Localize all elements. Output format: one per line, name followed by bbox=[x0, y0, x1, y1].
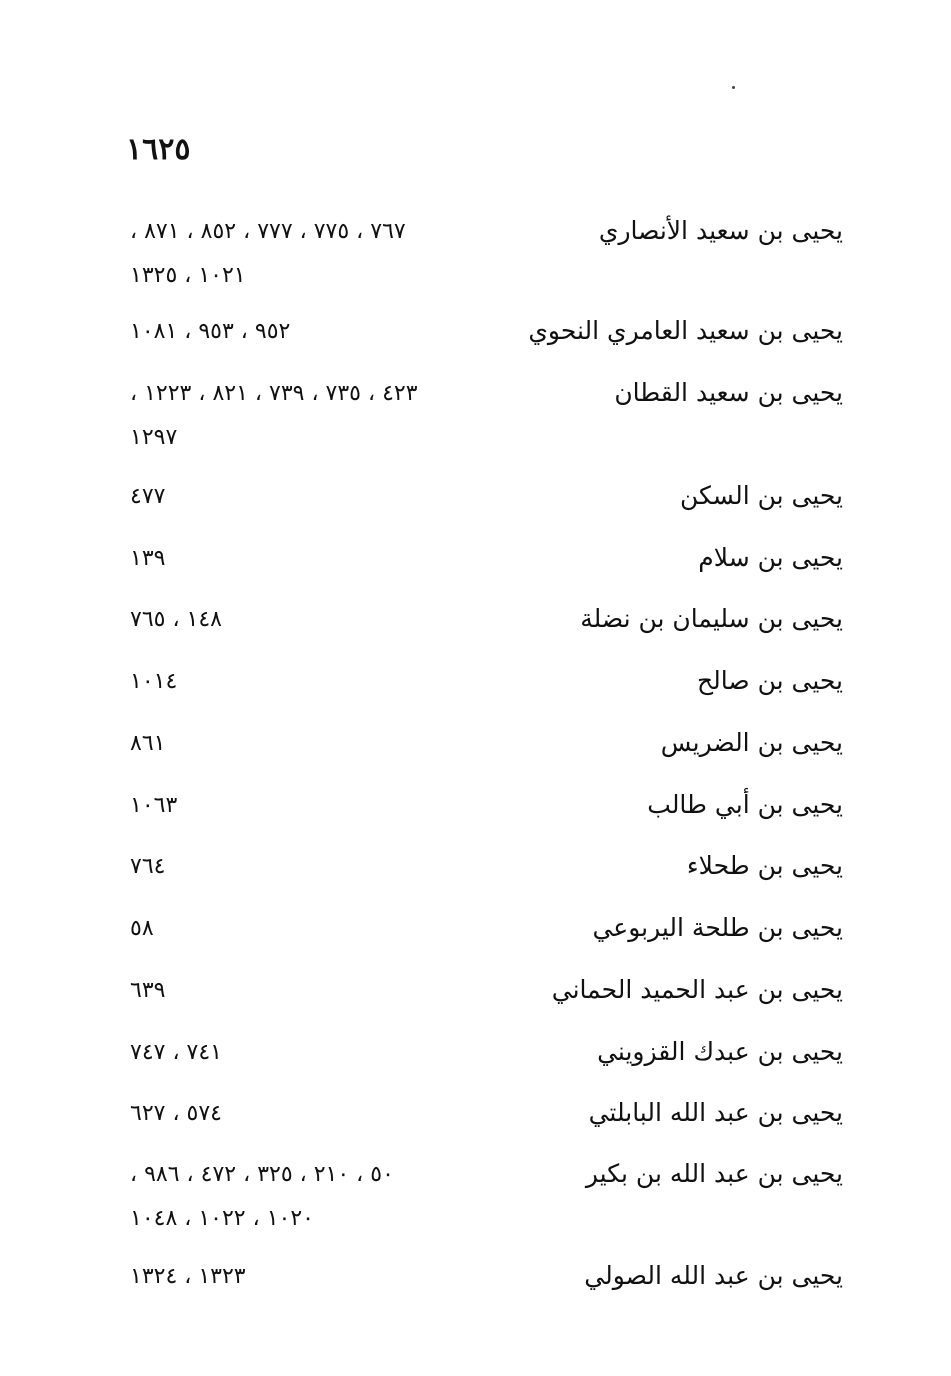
entry-page-refs bbox=[130, 660, 475, 704]
page-ref-line: ٥٧٤ ، ٦٢٧ bbox=[130, 1101, 222, 1126]
entry-page-refs bbox=[130, 1031, 475, 1075]
entry-name: يحيى بن الضريس bbox=[660, 728, 843, 757]
entry-name: يحيى بن السكن bbox=[679, 481, 843, 510]
entry-page-refs bbox=[130, 722, 475, 766]
entry-name: يحيى بن عبد الله بن بكير bbox=[585, 1159, 843, 1188]
page-ref-line: ١٠٢٠ ، ١٠٢٢ ، ١٠٤٨ bbox=[130, 1206, 314, 1231]
entry-page-refs bbox=[130, 310, 475, 354]
page-ref-line: ١٤٨ ، ٧٦٥ bbox=[130, 607, 222, 632]
page-number: ١٦٢٥ bbox=[126, 132, 191, 167]
entry-page-refs bbox=[130, 372, 475, 460]
entry-page-refs bbox=[130, 210, 475, 298]
entry-page-refs bbox=[130, 784, 475, 828]
entry-name: يحيى بن طلحة اليربوعي bbox=[592, 913, 843, 942]
page-ref-line: ٨٦١ bbox=[130, 731, 166, 756]
page-ref-line: ١٠٦٣ bbox=[130, 793, 178, 818]
entry-name: يحيى بن عبد الله الصولي bbox=[584, 1261, 843, 1290]
entry-name: يحيى بن عبد الحميد الحماني bbox=[551, 975, 843, 1004]
entry-page-refs bbox=[130, 907, 475, 951]
entry-name: يحيى بن عبدك القزويني bbox=[597, 1037, 843, 1066]
entry-page-refs bbox=[130, 1255, 475, 1299]
page-ref-line: ١٣٢٣ ، ١٣٢٤ bbox=[130, 1264, 246, 1289]
entry-page-refs bbox=[130, 537, 475, 581]
entry-page-refs bbox=[130, 969, 475, 1013]
page-ref-line: ١٠٢١ ، ١٣٢٥ bbox=[130, 263, 246, 288]
page-ref-line: ٥٠ ، ٢١٠ ، ٣٢٥ ، ٤٧٢ ، ٩٨٦ ، bbox=[130, 1162, 394, 1187]
entry-page-refs bbox=[130, 598, 475, 642]
page-speck bbox=[732, 86, 735, 89]
entry-name: يحيى بن سليمان بن نضلة bbox=[580, 604, 843, 633]
entry-page-refs bbox=[130, 1092, 475, 1136]
page-ref-line: ٧٤١ ، ٧٤٧ bbox=[130, 1040, 222, 1065]
page-ref-line: ١٣٩ bbox=[130, 546, 166, 571]
page-ref-line: ٥٨ bbox=[130, 916, 154, 941]
entry-name: يحيى بن أبي طالب bbox=[647, 790, 843, 819]
entry-name: يحيى بن سعيد القطان bbox=[614, 378, 843, 407]
entry-name: يحيى بن طحلاء bbox=[686, 851, 843, 880]
entry-name: يحيى بن سلام bbox=[698, 543, 843, 572]
entry-page-refs bbox=[130, 845, 475, 889]
page-ref-line: ١٢٩٧ bbox=[130, 425, 178, 450]
entry-page-refs bbox=[130, 1153, 475, 1241]
entry-name: يحيى بن سعيد العامري النحوي bbox=[528, 316, 843, 345]
entry-page-refs bbox=[130, 475, 475, 519]
page-ref-line: ٦٣٩ bbox=[130, 978, 166, 1003]
entry-name: يحيى بن سعيد الأنصاري bbox=[598, 216, 843, 245]
page-ref-line: ٧٦٤ bbox=[130, 854, 166, 879]
page-ref-line: ٧٦٧ ، ٧٧٥ ، ٧٧٧ ، ٨٥٢ ، ٨٧١ ، bbox=[130, 219, 406, 244]
page-ref-line: ١٠١٤ bbox=[130, 669, 178, 694]
entry-name: يحيى بن صالح bbox=[697, 666, 843, 695]
page-ref-line: ٤٢٣ ، ٧٣٥ ، ٧٣٩ ، ٨٢١ ، ١٢٢٣ ، bbox=[130, 381, 418, 406]
page-ref-line: ٩٥٢ ، ٩٥٣ ، ١٠٨١ bbox=[130, 319, 291, 344]
entry-name: يحيى بن عبد الله البابلتي bbox=[588, 1098, 843, 1127]
page-ref-line: ٤٧٧ bbox=[130, 484, 166, 509]
